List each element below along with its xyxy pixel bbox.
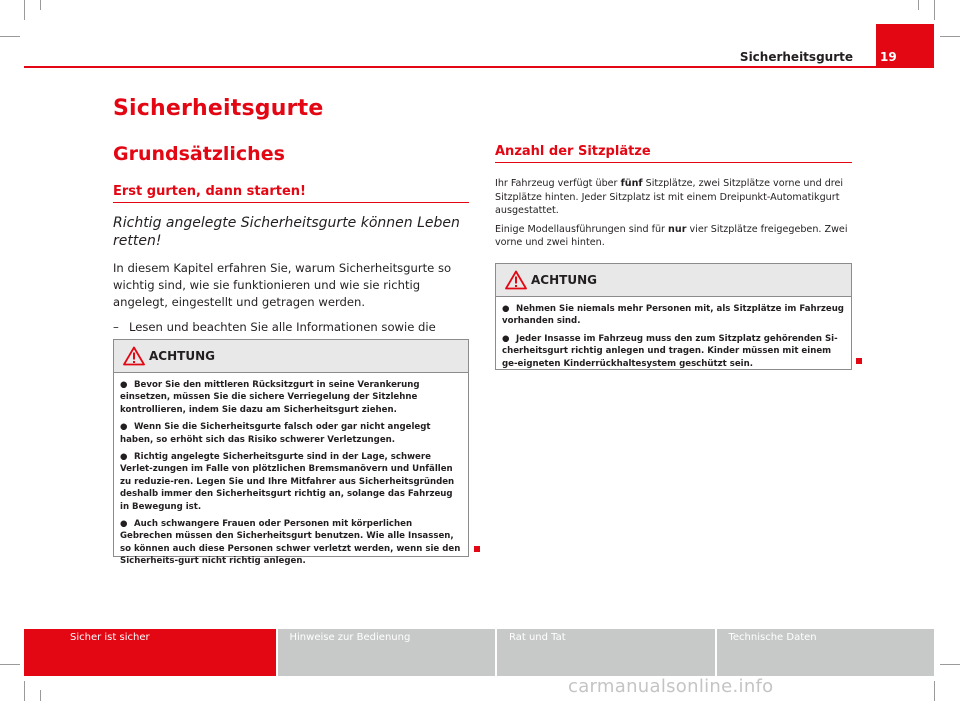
watermark: carmanualsonline.info <box>568 676 774 697</box>
crop-mark <box>940 36 960 37</box>
crop-mark <box>24 681 25 701</box>
warning-item-text: Richtig angelegte Sicherheitsgurte sind in der Lage, schwere Verlet-zungen im Falle von plötzlichen Bremsmanövern und Unfällen zu reduzie-ren. Legen Sie und Ihre Mitfahrer aus Sicherheitsgründen deshalb immer den Sicherheitsgurt richtig an, solange das Fahrzeug in Bewegung ist. <box>120 452 455 512</box>
crop-mark <box>40 0 41 10</box>
bullet-icon: ● <box>502 304 510 314</box>
models-paragraph <box>495 223 852 250</box>
text-run: vier Sitzplätze freigegeben. Zwei vorne und zwei hinten. <box>495 223 848 248</box>
seats-paragraph <box>495 177 852 218</box>
chapter-nav <box>24 629 934 676</box>
warning-item-text: Nehmen Sie niemals mehr Personen mit, als Sitzplätze im Fahrzeug vorhanden sind. <box>502 304 844 327</box>
crop-mark <box>24 0 25 20</box>
warning-item-text: Wenn Sie die Sicherheitsgurte falsch oder gar nicht angelegt haben, so erhöht sich das Risiko schwerer Verletzungen. <box>120 422 431 445</box>
nav-tab-sicher-ist-sicher[interactable]: Sicher ist sicher <box>24 629 276 676</box>
warning-title: ACHTUNG <box>149 349 215 363</box>
page-number: 19 <box>880 50 897 64</box>
warning-item-text: Jeder Insasse im Fahrzeug muss den zum Sitzplatz gehörenden Si-cherheitsgurt richtig anlegen und tragen. Kinder müssen mit einem ge-eigneten Kinderrückhaltesystem geschützt sein. <box>502 333 838 369</box>
left-column <box>113 184 469 353</box>
bullet-icon: ● <box>120 519 128 530</box>
warning-item <box>120 451 462 513</box>
bullet-icon: ● <box>120 422 128 433</box>
crop-mark <box>918 0 919 10</box>
chapter-title: Sicherheitsgurte <box>113 96 324 121</box>
nav-tab-technische-daten[interactable]: Technische Daten <box>717 629 935 676</box>
warning-body <box>114 373 468 579</box>
bullet-icon: ● <box>120 452 128 463</box>
page-number-tab <box>876 24 934 68</box>
crop-mark <box>0 664 20 665</box>
crop-mark <box>940 664 960 665</box>
warning-triangle-icon <box>505 270 527 290</box>
warning-item-text: Auch schwangere Frauen oder Personen mit körperlichen Gebrechen müssen den Sicherheitsgurt benutzen. Wie alle Insassen, so können auch diese Personen schwer verletzt werden, wenn sie den Sicherheits-gurt nicht richtig anlegen. <box>120 519 461 567</box>
warning-item-text: Bevor Sie den mittleren Rücksitzgurt in seine Verankerung einsetzen, müssen Sie die sichere Verriegelung der Sitzlehne kontrollieren, indem Sie dazu am Sicherheitsgurt ziehen. <box>120 380 420 415</box>
bullet-icon: ● <box>502 333 510 344</box>
warning-title: ACHTUNG <box>531 273 597 287</box>
dash-marker: – <box>113 320 119 334</box>
lead-text: Richtig angelegte Sicherheitsgurte können Leben retten! <box>113 215 460 249</box>
intro-paragraph: In diesem Kapitel erfahren Sie, warum Sicherheitsgurte so wichtig sind, wie sie funktionieren und wie sie richtig angelegt, eingestellt und getragen werden. <box>113 261 452 309</box>
text-run: Sitzplätze, zwei Sitzplätze vorne und drei Sitzplätze hinten. Jeder Sitzplatz ist mit einem Dreipunkt-Automatikgurt ausgestattet. <box>495 178 844 216</box>
section-end-marker <box>474 546 480 552</box>
nav-tab-hinweise-zur-bedienung[interactable]: Hinweise zur Bedienung <box>278 629 496 676</box>
running-header-title: Sicherheitsgurte <box>739 50 853 64</box>
text-run: Einige Modellausführungen sind für <box>495 223 669 235</box>
crop-mark <box>0 36 20 37</box>
emphasis-text: nur <box>668 223 687 235</box>
warning-item <box>120 518 462 568</box>
crop-mark <box>934 681 935 701</box>
emphasis-text: fünf <box>620 178 643 189</box>
warning-header <box>114 340 468 373</box>
crop-mark <box>934 0 935 20</box>
warning-box <box>495 263 852 370</box>
nav-tab-rat-und-tat[interactable]: Rat und Tat <box>497 629 715 676</box>
section-end-marker <box>856 358 862 364</box>
crop-mark <box>40 690 41 701</box>
right-column <box>495 144 852 250</box>
warning-item <box>120 421 462 446</box>
warning-header <box>496 264 851 297</box>
warning-triangle-icon <box>123 346 145 366</box>
subsection-heading: Anzahl der Sitzplätze <box>495 144 852 163</box>
warning-item <box>120 379 462 416</box>
subsection-heading: Erst gurten, dann starten! <box>113 184 469 203</box>
bullet-icon: ● <box>120 380 128 390</box>
warning-body <box>496 297 851 381</box>
warning-item <box>502 303 845 328</box>
text-run: Ihr Fahrzeug verfügt über <box>495 178 621 189</box>
header-rule <box>24 66 934 68</box>
section-title: Grundsätzliches <box>113 143 285 165</box>
warning-item <box>502 333 845 370</box>
warning-box <box>113 339 469 567</box>
dash-item-text: Lesen und beachten Sie alle Informationen sowie die <box>129 320 436 334</box>
